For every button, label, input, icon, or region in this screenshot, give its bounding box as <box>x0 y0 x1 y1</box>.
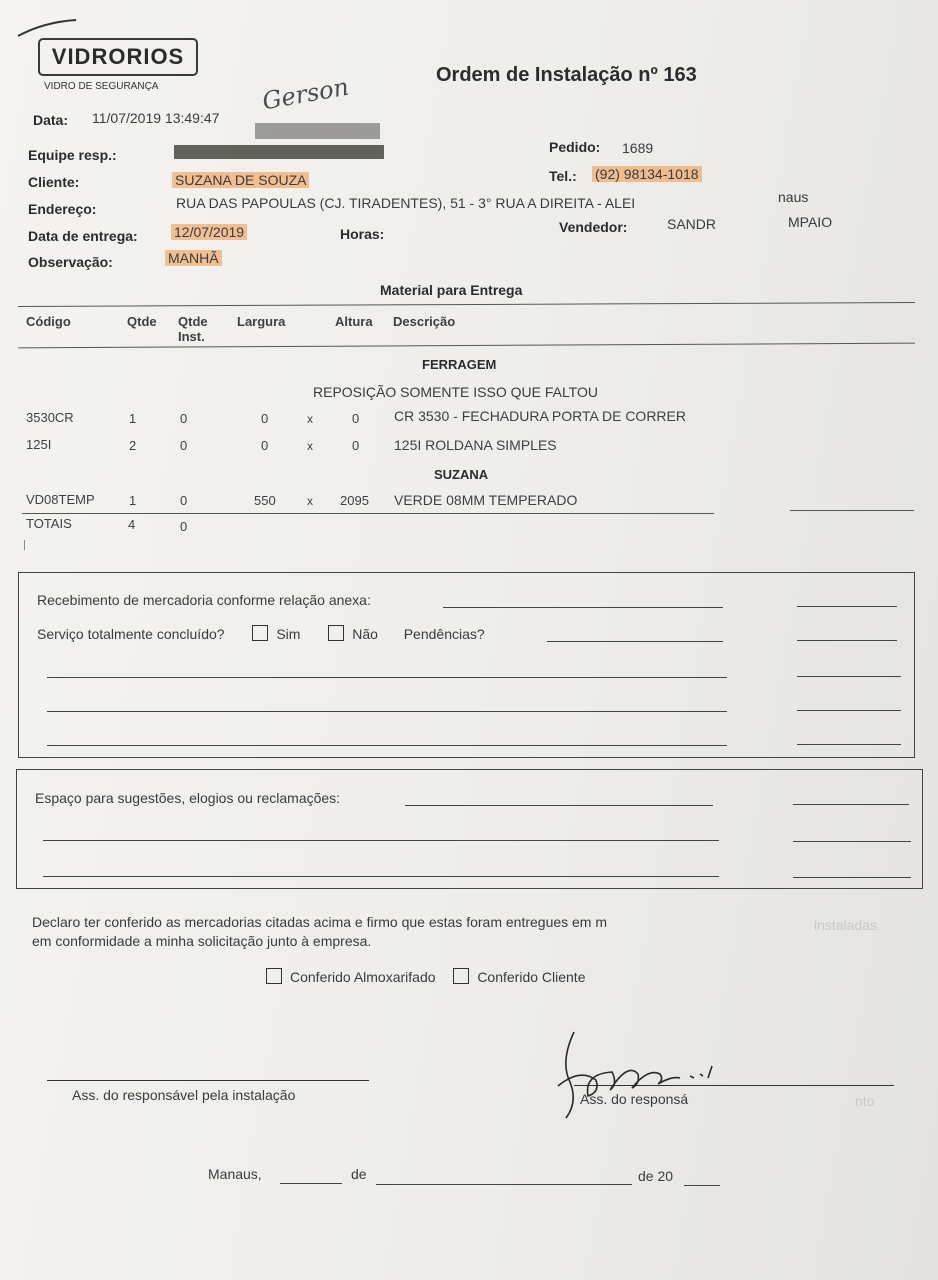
footer-year-line[interactable] <box>684 1185 720 1186</box>
footer-de-1: de <box>351 1166 367 1182</box>
pendencias-line[interactable] <box>547 641 723 642</box>
sim-checkbox[interactable] <box>252 625 268 641</box>
feedback-line-1-end[interactable] <box>793 804 909 805</box>
row1-inst: 0 <box>180 411 188 426</box>
pedido-value: 1689 <box>622 140 654 156</box>
row3-qtde: 1 <box>129 493 137 508</box>
receipt-line-3[interactable] <box>47 745 727 746</box>
obs-label: Observação: <box>28 254 113 270</box>
row2-descricao: 125I ROLDANA SIMPLES <box>394 437 557 453</box>
receipt-line-2[interactable] <box>47 711 727 712</box>
endereco-city: naus <box>778 189 809 205</box>
receipt-box <box>18 572 915 758</box>
pendencias-line-end[interactable] <box>797 640 897 641</box>
data-value: 11/07/2019 13:49:47 <box>92 110 220 126</box>
sim-label: Sim <box>276 626 301 642</box>
row1-qtde: 1 <box>129 411 137 426</box>
totals-tick <box>24 540 25 550</box>
document-title: Ordem de Instalação nº 163 <box>436 64 697 86</box>
feedback-line-2-end[interactable] <box>793 841 911 842</box>
row3-x: x <box>307 494 313 508</box>
row2-codigo: 125I <box>26 437 52 452</box>
recebimento-line-end[interactable] <box>797 606 897 607</box>
nao-label: Não <box>352 626 378 642</box>
conferido-almox-checkbox[interactable] <box>266 968 282 984</box>
columns-line <box>18 343 915 349</box>
pedido-label: Pedido: <box>549 139 601 155</box>
totals-inst: 0 <box>180 519 188 534</box>
receipt-line-1[interactable] <box>47 677 727 678</box>
row1-altura: 0 <box>352 411 360 426</box>
declaration-line-1: Declaro ter conferido as mercadorias citadas acima e firmo que estas foram entregues em m <box>32 914 608 930</box>
row1-x: x <box>307 412 313 426</box>
footer-month-line[interactable] <box>376 1184 632 1185</box>
row1-largura: 0 <box>261 411 269 426</box>
footer-city: Manaus, <box>208 1166 262 1182</box>
feedback-line-3-end[interactable] <box>793 877 911 878</box>
group-ferragem-note: REPOSIÇÃO SOMENTE ISSO QUE FALTOU <box>313 384 598 400</box>
pendencias-label: Pendências? <box>403 626 485 642</box>
row3-altura: 2095 <box>340 493 369 508</box>
group-ferragem: FERRAGEM <box>422 357 497 372</box>
nao-checkbox[interactable] <box>328 625 344 641</box>
row2-x: x <box>307 439 313 453</box>
row1-codigo: 3530CR <box>26 410 74 425</box>
material-top-line <box>18 302 915 307</box>
totals-qtde: 4 <box>128 517 136 532</box>
recebimento-label: Recebimento de mercadoria conforme relação anexa: <box>37 592 371 608</box>
signature-label-left: Ass. do responsável pela instalação <box>72 1087 296 1103</box>
footer-day-line[interactable] <box>280 1183 342 1184</box>
row3-descricao: VERDE 08MM TEMPERADO <box>394 492 578 508</box>
row2-largura: 0 <box>261 438 269 453</box>
totals-label: TOTAIS <box>26 516 72 531</box>
endereco-label: Endereço: <box>28 201 97 217</box>
declaration-line-1-end: instaladas <box>814 917 878 933</box>
equipe-value <box>174 145 384 159</box>
obs-value: MANHÃ <box>165 250 222 266</box>
feedback-line-3[interactable] <box>43 876 719 877</box>
col-qtde: Qtde <box>127 314 157 329</box>
footer-de-2: de 20 <box>638 1168 674 1184</box>
vendedor-value: SANDR <box>667 216 717 232</box>
row3-largura: 550 <box>254 493 276 508</box>
feedback-line-1[interactable] <box>405 805 713 806</box>
brand-logo: VIDRORIOS <box>38 38 198 76</box>
feedback-label: Espaço para sugestões, elogios ou reclamações: <box>35 790 341 806</box>
recebimento-line[interactable] <box>443 607 723 608</box>
feedback-line-2[interactable] <box>43 840 719 841</box>
endereco-value: RUA DAS PAPOULAS (CJ. TIRADENTES), 51 - 3° RUA A DIREITA - ALEI <box>176 195 636 211</box>
servico-label <box>37 625 485 642</box>
col-largura: Largura <box>237 314 286 329</box>
horas-label: Horas: <box>340 226 385 242</box>
row2-inst: 0 <box>180 438 188 453</box>
vendedor-value-end: MPAIO <box>788 214 833 230</box>
vendedor-label: Vendedor: <box>559 219 628 235</box>
equipe-label: Equipe resp.: <box>28 147 117 163</box>
handwritten-name: Gerson <box>260 72 351 116</box>
col-descricao: Descrição <box>393 314 456 329</box>
tel-label: Tel.: <box>549 168 577 184</box>
entrega-value: 12/07/2019 <box>171 224 247 240</box>
row2-altura: 0 <box>352 438 360 453</box>
material-title: Material para Entrega <box>380 282 523 298</box>
signature-line-left[interactable] <box>47 1080 369 1081</box>
redaction-mark <box>255 123 380 139</box>
conferido-almox-label: Conferido Almoxarifado <box>290 969 436 985</box>
entrega-label: Data de entrega: <box>28 228 138 244</box>
receipt-line-1-end[interactable] <box>797 676 901 677</box>
receipt-line-3-end[interactable] <box>797 744 901 745</box>
tel-value: (92) 98134-1018 <box>592 166 702 182</box>
signature-label-right: Ass. do responsá <box>580 1091 689 1107</box>
feedback-box <box>16 769 923 889</box>
conferido-cliente-label: Conferido Cliente <box>477 969 586 985</box>
cliente-value: SUZANA DE SOUZA <box>172 172 309 188</box>
row2-qtde: 2 <box>129 438 137 453</box>
servico-text: Serviço totalmente concluído? <box>37 626 225 642</box>
receipt-line-2-end[interactable] <box>797 710 901 711</box>
cliente-label: Cliente: <box>28 174 80 190</box>
row3-codigo: VD08TEMP <box>26 492 95 507</box>
col-qtde-inst: Qtde Inst. <box>178 314 208 344</box>
signature-label-right-end: nto <box>855 1093 875 1109</box>
conferido-row <box>266 968 585 985</box>
row1-descricao: CR 3530 - FECHADURA PORTA DE CORRER <box>394 408 686 424</box>
row3-inst: 0 <box>180 493 188 508</box>
totals-line <box>22 513 714 514</box>
client-signature <box>540 1022 730 1132</box>
brand-tagline: VIDRO DE SEGURANÇA <box>44 81 159 92</box>
data-label: Data: <box>33 112 69 128</box>
col-codigo: Código <box>26 314 71 329</box>
totals-line-end <box>790 510 914 511</box>
col-altura: Altura <box>335 314 373 329</box>
conferido-cliente-checkbox[interactable] <box>453 968 469 984</box>
declaration-line-2: em conformidade a minha solicitação junto à empresa. <box>32 933 372 949</box>
group-suzana: SUZANA <box>434 467 489 482</box>
